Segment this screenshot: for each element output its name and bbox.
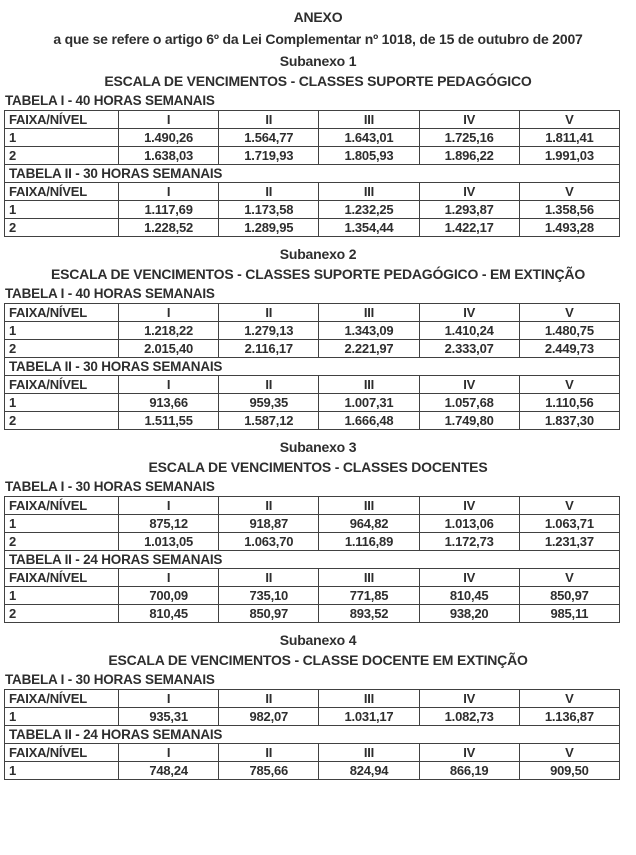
column-header-row bbox=[5, 569, 620, 587]
column-header: V bbox=[519, 111, 619, 129]
table-row bbox=[5, 412, 620, 430]
value-cell: 1.172,73 bbox=[419, 533, 519, 551]
row-label-cell: 1 bbox=[5, 762, 119, 780]
table-caption: TABELA I - 40 HORAS SEMANAIS bbox=[5, 286, 215, 301]
column-header: IV bbox=[419, 304, 519, 322]
column-header: I bbox=[119, 497, 219, 515]
row-label-cell: 1 bbox=[5, 322, 119, 340]
row-label-cell: 2 bbox=[5, 147, 119, 165]
column-header-row bbox=[5, 183, 620, 201]
value-cell: 1.749,80 bbox=[419, 412, 519, 430]
column-header-row bbox=[5, 690, 620, 708]
column-header: III bbox=[319, 304, 419, 322]
value-cell: 1.293,87 bbox=[419, 201, 519, 219]
table-caption-row bbox=[5, 165, 620, 183]
column-header: V bbox=[519, 304, 619, 322]
column-header: FAIXA/NÍVEL bbox=[5, 569, 119, 587]
table-row bbox=[5, 762, 620, 780]
value-cell: 893,52 bbox=[319, 605, 419, 623]
column-header: V bbox=[519, 690, 619, 708]
table-row bbox=[5, 340, 620, 358]
value-cell: 1.343,09 bbox=[319, 322, 419, 340]
value-cell: 1.232,25 bbox=[319, 201, 419, 219]
value-cell: 1.116,89 bbox=[319, 533, 419, 551]
row-label-cell: 1 bbox=[5, 515, 119, 533]
column-header: I bbox=[119, 304, 219, 322]
column-header: IV bbox=[419, 183, 519, 201]
value-cell: 866,19 bbox=[419, 762, 519, 780]
column-header: FAIXA/NÍVEL bbox=[5, 183, 119, 201]
column-header-row bbox=[5, 111, 620, 129]
table-row bbox=[5, 605, 620, 623]
document-page bbox=[0, 9, 636, 780]
column-header: IV bbox=[419, 690, 519, 708]
value-cell: 1.057,68 bbox=[419, 394, 519, 412]
table-caption: TABELA II - 24 HORAS SEMANAIS bbox=[5, 551, 620, 569]
salary-table bbox=[4, 110, 620, 237]
value-cell: 938,20 bbox=[419, 605, 519, 623]
value-cell: 1.490,26 bbox=[119, 129, 219, 147]
value-cell: 1.896,22 bbox=[419, 147, 519, 165]
value-cell: 1.358,56 bbox=[519, 201, 619, 219]
subanexo-section bbox=[0, 53, 636, 237]
table-row bbox=[5, 219, 620, 237]
column-header: III bbox=[319, 376, 419, 394]
column-header: III bbox=[319, 690, 419, 708]
value-cell: 1.805,93 bbox=[319, 147, 419, 165]
table-body bbox=[5, 497, 620, 623]
scale-title: ESCALA DE VENCIMENTOS - CLASSES SUPORTE PEDAGÓGICO - EM EXTINÇÃO bbox=[50, 266, 586, 282]
salary-table bbox=[4, 496, 620, 623]
column-header: II bbox=[219, 304, 319, 322]
column-header-row bbox=[5, 744, 620, 762]
value-cell: 1.013,05 bbox=[119, 533, 219, 551]
value-cell: 748,24 bbox=[119, 762, 219, 780]
value-cell: 1.082,73 bbox=[419, 708, 519, 726]
subanexo-section bbox=[0, 246, 636, 430]
value-cell: 1.564,77 bbox=[219, 129, 319, 147]
value-cell: 1.725,16 bbox=[419, 129, 519, 147]
value-cell: 1.410,24 bbox=[419, 322, 519, 340]
column-header: V bbox=[519, 183, 619, 201]
row-label-cell: 2 bbox=[5, 340, 119, 358]
column-header: V bbox=[519, 744, 619, 762]
column-header: V bbox=[519, 497, 619, 515]
column-header: V bbox=[519, 376, 619, 394]
table-caption: TABELA I - 30 HORAS SEMANAIS bbox=[5, 672, 215, 687]
value-cell: 850,97 bbox=[519, 587, 619, 605]
column-header: II bbox=[219, 376, 319, 394]
table-row bbox=[5, 322, 620, 340]
column-header: IV bbox=[419, 497, 519, 515]
column-header: I bbox=[119, 111, 219, 129]
column-header: IV bbox=[419, 376, 519, 394]
table-row bbox=[5, 129, 620, 147]
table-row bbox=[5, 515, 620, 533]
value-cell: 1.013,06 bbox=[419, 515, 519, 533]
column-header-row bbox=[5, 304, 620, 322]
column-header: V bbox=[519, 569, 619, 587]
value-cell: 1.063,71 bbox=[519, 515, 619, 533]
value-cell: 1.279,13 bbox=[219, 322, 319, 340]
value-cell: 1.136,87 bbox=[519, 708, 619, 726]
column-header-row bbox=[5, 497, 620, 515]
table-row bbox=[5, 147, 620, 165]
table-caption-row bbox=[5, 726, 620, 744]
value-cell: 959,35 bbox=[219, 394, 319, 412]
table-row bbox=[5, 533, 620, 551]
value-cell: 982,07 bbox=[219, 708, 319, 726]
column-header: FAIXA/NÍVEL bbox=[5, 690, 119, 708]
table-caption: TABELA II - 30 HORAS SEMANAIS bbox=[5, 358, 620, 376]
value-cell: 1.991,03 bbox=[519, 147, 619, 165]
table-row bbox=[5, 201, 620, 219]
column-header: III bbox=[319, 744, 419, 762]
scale-title: ESCALA DE VENCIMENTOS - CLASSES DOCENTES bbox=[148, 459, 488, 475]
column-header: FAIXA/NÍVEL bbox=[5, 111, 119, 129]
row-label-cell: 1 bbox=[5, 708, 119, 726]
value-cell: 1.638,03 bbox=[119, 147, 219, 165]
table-caption: TABELA I - 40 HORAS SEMANAIS bbox=[5, 93, 215, 108]
table-body bbox=[5, 304, 620, 430]
row-label-cell: 1 bbox=[5, 587, 119, 605]
salary-table bbox=[4, 689, 620, 780]
table-row bbox=[5, 708, 620, 726]
scale-title: ESCALA DE VENCIMENTOS - CLASSE DOCENTE EM EXTINÇÃO bbox=[108, 652, 528, 668]
column-header: IV bbox=[419, 744, 519, 762]
value-cell: 1.666,48 bbox=[319, 412, 419, 430]
table-caption: TABELA I - 30 HORAS SEMANAIS bbox=[5, 479, 215, 494]
column-header-row bbox=[5, 376, 620, 394]
value-cell: 913,66 bbox=[119, 394, 219, 412]
value-cell: 935,31 bbox=[119, 708, 219, 726]
row-label-cell: 1 bbox=[5, 201, 119, 219]
subanexo-sections bbox=[0, 53, 636, 780]
value-cell: 2.449,73 bbox=[519, 340, 619, 358]
column-header: IV bbox=[419, 569, 519, 587]
value-cell: 909,50 bbox=[519, 762, 619, 780]
value-cell: 1.493,28 bbox=[519, 219, 619, 237]
column-header: II bbox=[219, 497, 319, 515]
page-title: ANEXO bbox=[293, 9, 343, 25]
subanexo-title: Subanexo 3 bbox=[279, 439, 357, 455]
table-body bbox=[5, 111, 620, 237]
subanexo-title: Subanexo 2 bbox=[279, 246, 357, 262]
value-cell: 918,87 bbox=[219, 515, 319, 533]
column-header: II bbox=[219, 183, 319, 201]
column-header: I bbox=[119, 376, 219, 394]
table-caption-row bbox=[5, 358, 620, 376]
value-cell: 1.031,17 bbox=[319, 708, 419, 726]
column-header: I bbox=[119, 744, 219, 762]
value-cell: 1.007,31 bbox=[319, 394, 419, 412]
row-label-cell: 2 bbox=[5, 412, 119, 430]
table-body bbox=[5, 690, 620, 780]
value-cell: 1.480,75 bbox=[519, 322, 619, 340]
column-header: I bbox=[119, 690, 219, 708]
value-cell: 771,85 bbox=[319, 587, 419, 605]
value-cell: 1.173,58 bbox=[219, 201, 319, 219]
table-caption: TABELA II - 30 HORAS SEMANAIS bbox=[5, 165, 620, 183]
column-header: I bbox=[119, 183, 219, 201]
table-caption: TABELA II - 24 HORAS SEMANAIS bbox=[5, 726, 620, 744]
value-cell: 700,09 bbox=[119, 587, 219, 605]
value-cell: 1.231,37 bbox=[519, 533, 619, 551]
value-cell: 785,66 bbox=[219, 762, 319, 780]
page-subtitle: a que se refere o artigo 6º da Lei Complementar nº 1018, de 15 de outubro de 2007 bbox=[53, 31, 583, 47]
value-cell: 810,45 bbox=[419, 587, 519, 605]
column-header: FAIXA/NÍVEL bbox=[5, 744, 119, 762]
column-header: IV bbox=[419, 111, 519, 129]
value-cell: 985,11 bbox=[519, 605, 619, 623]
column-header: FAIXA/NÍVEL bbox=[5, 376, 119, 394]
column-header: II bbox=[219, 690, 319, 708]
row-label-cell: 1 bbox=[5, 394, 119, 412]
value-cell: 1.354,44 bbox=[319, 219, 419, 237]
column-header: III bbox=[319, 183, 419, 201]
value-cell: 1.837,30 bbox=[519, 412, 619, 430]
value-cell: 2.015,40 bbox=[119, 340, 219, 358]
subanexo-title: Subanexo 1 bbox=[279, 53, 357, 69]
value-cell: 1.110,56 bbox=[519, 394, 619, 412]
value-cell: 810,45 bbox=[119, 605, 219, 623]
column-header: III bbox=[319, 111, 419, 129]
value-cell: 1.063,70 bbox=[219, 533, 319, 551]
value-cell: 1.218,22 bbox=[119, 322, 219, 340]
salary-table bbox=[4, 303, 620, 430]
column-header: III bbox=[319, 569, 419, 587]
value-cell: 824,94 bbox=[319, 762, 419, 780]
column-header: FAIXA/NÍVEL bbox=[5, 497, 119, 515]
value-cell: 1.511,55 bbox=[119, 412, 219, 430]
value-cell: 850,97 bbox=[219, 605, 319, 623]
row-label-cell: 2 bbox=[5, 219, 119, 237]
value-cell: 1.587,12 bbox=[219, 412, 319, 430]
row-label-cell: 1 bbox=[5, 129, 119, 147]
value-cell: 1.228,52 bbox=[119, 219, 219, 237]
subanexo-section bbox=[0, 632, 636, 780]
scale-title: ESCALA DE VENCIMENTOS - CLASSES SUPORTE PEDAGÓGICO bbox=[104, 73, 532, 89]
value-cell: 2.221,97 bbox=[319, 340, 419, 358]
table-row bbox=[5, 587, 620, 605]
row-label-cell: 2 bbox=[5, 533, 119, 551]
value-cell: 1.811,41 bbox=[519, 129, 619, 147]
column-header: I bbox=[119, 569, 219, 587]
value-cell: 735,10 bbox=[219, 587, 319, 605]
value-cell: 2.116,17 bbox=[219, 340, 319, 358]
column-header: II bbox=[219, 111, 319, 129]
column-header: II bbox=[219, 569, 319, 587]
value-cell: 2.333,07 bbox=[419, 340, 519, 358]
table-row bbox=[5, 394, 620, 412]
column-header: II bbox=[219, 744, 319, 762]
table-caption-row bbox=[5, 551, 620, 569]
column-header: FAIXA/NÍVEL bbox=[5, 304, 119, 322]
value-cell: 964,82 bbox=[319, 515, 419, 533]
value-cell: 1.117,69 bbox=[119, 201, 219, 219]
subanexo-section bbox=[0, 439, 636, 623]
value-cell: 1.422,17 bbox=[419, 219, 519, 237]
value-cell: 1.643,01 bbox=[319, 129, 419, 147]
value-cell: 875,12 bbox=[119, 515, 219, 533]
row-label-cell: 2 bbox=[5, 605, 119, 623]
value-cell: 1.719,93 bbox=[219, 147, 319, 165]
subanexo-title: Subanexo 4 bbox=[279, 632, 357, 648]
column-header: III bbox=[319, 497, 419, 515]
value-cell: 1.289,95 bbox=[219, 219, 319, 237]
